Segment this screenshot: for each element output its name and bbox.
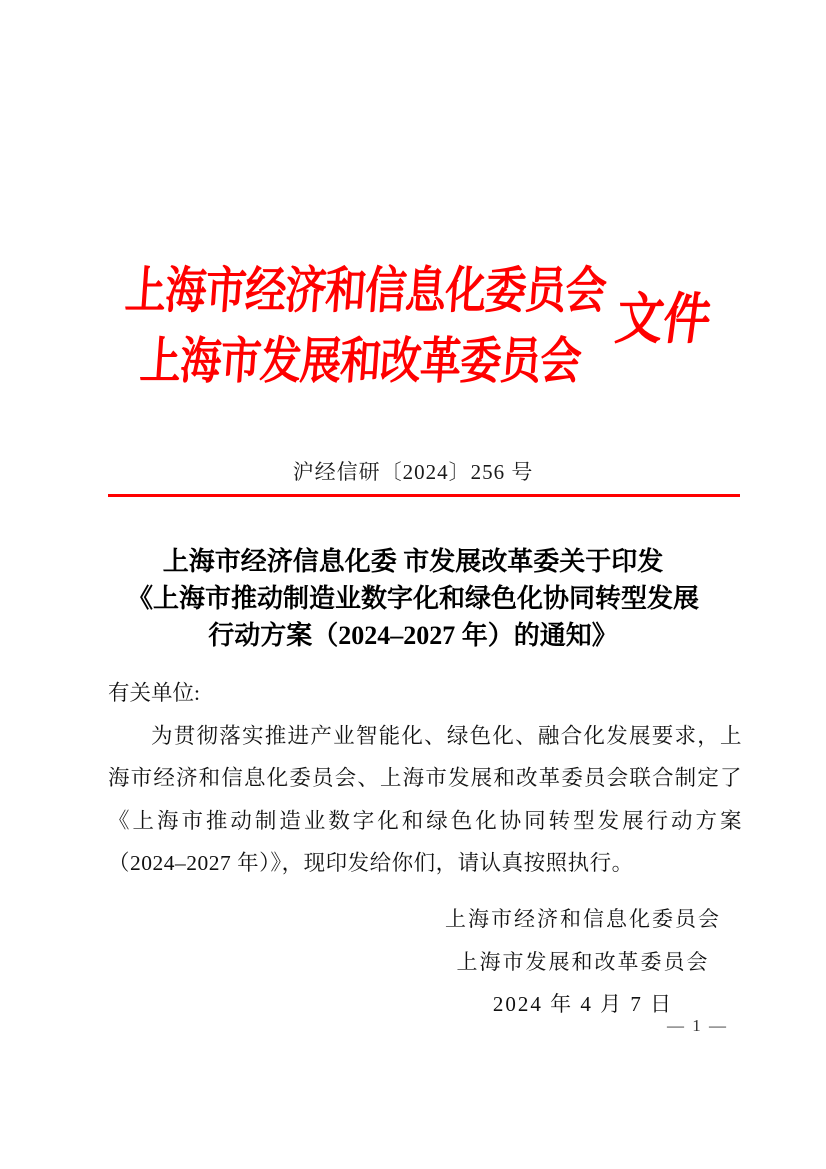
document-body [108,672,742,885]
doc-number: 沪经信研〔2024〕256 号 [292,460,534,484]
signature-org-2: 上海市发展和改革委员会 [456,949,710,974]
signature-org-1: 上海市经济和信息化委员会 [445,907,721,931]
title-line-2: 《上海市推动制造业数字化和绿色化协同转型发展 [126,584,699,613]
title-line-1: 上海市经济信息化委 市发展改革委关于印发 [162,547,664,576]
document-title [63,543,763,654]
doc-type-label: 文件 [612,289,715,351]
letterhead-org-line-2: 上海市发展和改革委员会 [138,333,583,390]
signature-date: 2024 年 4 月 7 日 [492,992,674,1016]
title-line-3: 行动方案（2024–2027 年）的通知》 [208,621,618,650]
red-separator-line [108,494,740,497]
page-number: — 1 — [667,1016,728,1035]
salutation: 有关单位: [108,681,200,705]
letterhead-org-line-1: 上海市经济和信息化委员会 [123,262,608,319]
letterhead [98,255,628,397]
body-paragraph: 为贯彻落实推进产业智能化、绿色化、融合化发展要求，上海市经济和信息化委员会、上海市发展和改革委员会联合制定了《上海市推动制造业数字化和绿色化协同转型发展行动方案（2024–2027 年）》，现印发给你们，请认真按照执行。 [108,723,742,875]
signature-block [438,898,728,1026]
